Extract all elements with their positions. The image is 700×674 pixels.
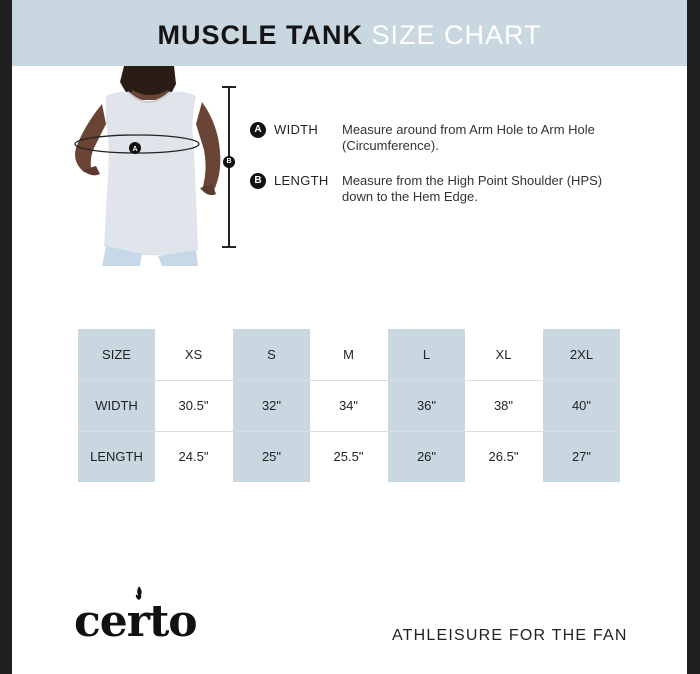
- width-value: 34": [338, 398, 359, 413]
- header-size: SIZE: [102, 347, 131, 362]
- measure-label-width: WIDTH: [274, 122, 319, 137]
- page-title: [12, 20, 687, 51]
- brand-logo: certo: [74, 596, 197, 647]
- width-value: 30.5": [178, 398, 209, 413]
- size-header: S: [267, 347, 276, 362]
- title-size-chart: SIZE CHART: [371, 20, 542, 50]
- row-divider: [78, 380, 620, 381]
- model-tank-illustration: [62, 66, 242, 266]
- svg-text:A: A: [132, 146, 138, 153]
- row-label-length: LENGTH: [90, 449, 143, 464]
- ruler-badge-b: B: [223, 156, 235, 168]
- badge-a: A: [250, 122, 266, 138]
- length-ruler: [222, 86, 236, 248]
- window-frame-left: [0, 0, 12, 674]
- length-value: 25.5": [333, 449, 364, 464]
- size-header: L: [422, 347, 431, 362]
- brand-tagline: ATHLEISURE FOR THE FAN: [392, 627, 628, 644]
- width-value: 40": [571, 398, 592, 413]
- table-col-m: [310, 329, 387, 482]
- size-header: 2XL: [569, 347, 594, 362]
- window-frame-right: [687, 0, 700, 674]
- length-value: 27": [571, 449, 592, 464]
- size-header: M: [343, 347, 354, 362]
- badge-b: B: [250, 173, 266, 189]
- width-value: 36": [416, 398, 437, 413]
- table-col-2xl: [543, 329, 620, 482]
- measure-desc-length: Measure from the High Point Shoulder (HPS) down to the Hem Edge.: [342, 173, 603, 204]
- length-value: 26": [416, 449, 437, 464]
- table-col-xl: [465, 329, 542, 482]
- header-banner: [12, 0, 687, 66]
- row-label-width: WIDTH: [95, 398, 138, 413]
- table-col-s: [233, 329, 310, 482]
- length-value: 24.5": [178, 449, 209, 464]
- measure-desc-width: Measure around from Arm Hole to Arm Hole (Circumference).: [342, 122, 595, 153]
- width-value: 38": [493, 398, 514, 413]
- size-header: XS: [184, 347, 203, 362]
- size-table: [78, 329, 620, 482]
- table-col-l: [388, 329, 465, 482]
- length-value: 26.5": [488, 449, 519, 464]
- length-value: 25": [261, 449, 282, 464]
- table-col-labels: [78, 329, 155, 482]
- table-col-xs: [155, 329, 232, 482]
- ruler-cap-top: [222, 86, 236, 88]
- width-value: 32": [261, 398, 282, 413]
- measure-label-length: LENGTH: [274, 173, 329, 188]
- size-chart-page: [12, 0, 687, 674]
- row-divider: [78, 431, 620, 432]
- size-header: XL: [495, 347, 512, 362]
- ruler-cap-bottom: [222, 246, 236, 248]
- title-product: MUSCLE TANK: [157, 20, 363, 50]
